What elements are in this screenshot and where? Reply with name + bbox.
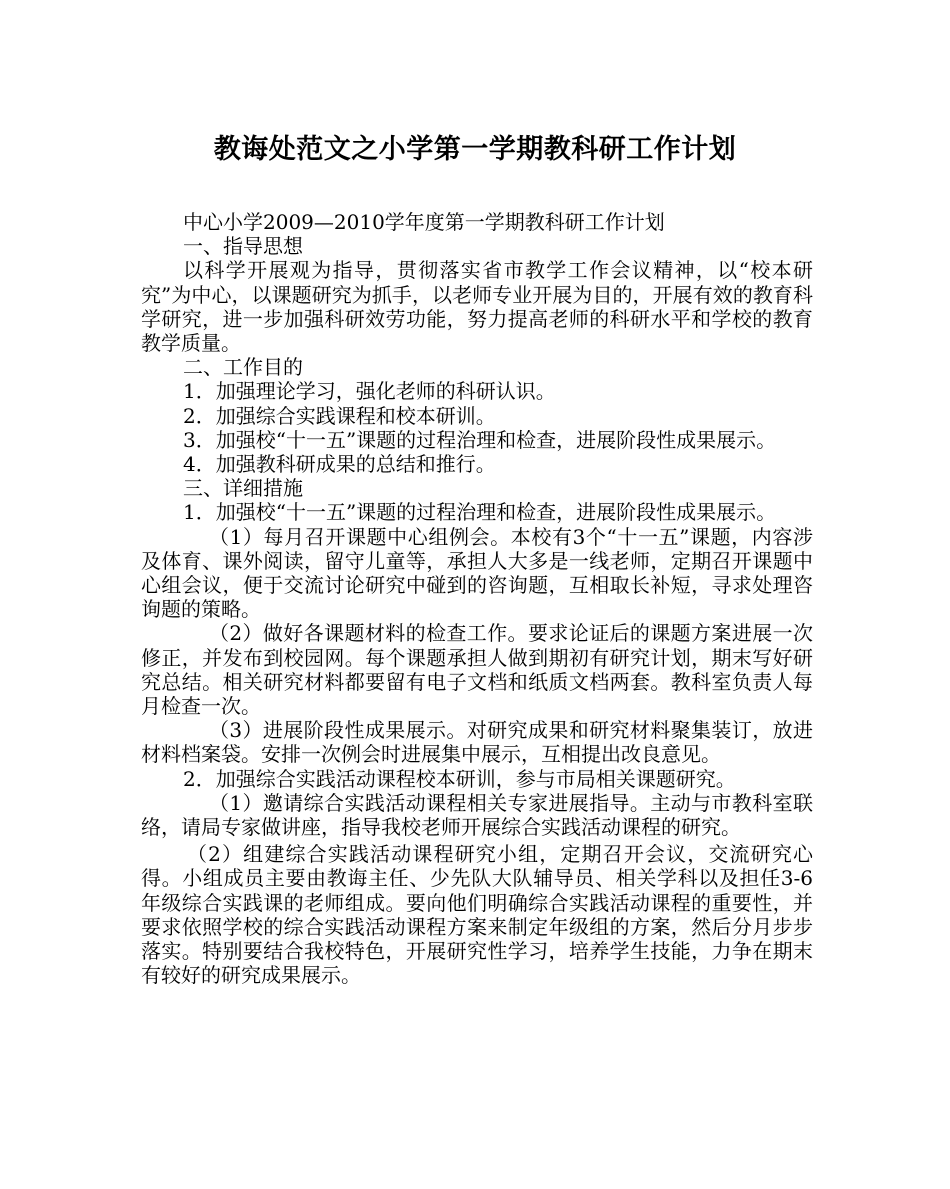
- measure-sub-item-1-3: （3）进展阶段性成果展示。对研究成果和研究材料聚集装订，放进材料档案袋。安排一次例会时进展集中展示，互相提出改良意见。: [141, 718, 813, 767]
- goal-item-4: 4．加强教科研成果的总结和推行。: [183, 452, 496, 477]
- section-heading-measures: 三、详细措施: [183, 476, 303, 501]
- goal-item-3: 3．加强校“十一五”课题的过程治理和检查，进展阶段性成果展示。: [183, 427, 777, 452]
- section-heading-work-goals: 二、工作目的: [183, 355, 303, 380]
- measure-item-2: 2．加强综合实践活动课程校本研训，参与市局相关课题研究。: [183, 766, 736, 791]
- paragraph-guiding-thought: 以科学开展观为指导，贯彻落实省市教学工作会议精神，以“校本研究”为中心，以课题研究为抓手，以老师专业开展为目的，开展有效的教育科学研究，进一步加强科研效劳功能，努力提高老师的科研水平和学校的教育教学质量。: [141, 258, 813, 356]
- measure-sub-item-2-1: （1）邀请综合实践活动课程相关专家进展指导。主动与市教科室联络，请局专家做讲座，指导我校老师开展综合实践活动课程的研究。: [141, 790, 813, 840]
- section-heading-guiding-thought: 一、指导思想: [183, 234, 303, 259]
- document-body: [141, 210, 813, 988]
- plan-heading: 中心小学2009—2010学年度第一学期教科研工作计划: [183, 210, 665, 234]
- document-title: 教诲处范文之小学第一学期教科研工作计划: [213, 134, 737, 165]
- measure-sub-item-1-2: （2）做好各课题材料的检查工作。要求论证后的课题方案进展一次修正，并发布到校园网。每个课题承担人做到期初有研究计划，期末写好研究总结。相关研究材料都要留有电子文档和纸质文档两套。教科室负责人每月检查一次。: [141, 621, 813, 719]
- measure-item-1: 1．加强校“十一五”课题的过程治理和检查，进展阶段性成果展示。: [183, 500, 777, 525]
- goal-item-1: 1．加强理论学习，强化老师的科研认识。: [183, 379, 556, 404]
- measure-sub-item-2-2: （2）组建综合实践活动课程研究小组，定期召开会议，交流研究心得。小组成员主要由教诲主任、少先队大队辅导员、相关学科以及担任3-6年级综合实践课的老师组成。要向他们明确综合实践活动课程的重要性，并要求依照学校的综合实践活动课程方案来制定年级组的方案，然后分月步步落实。特别要结合我校特色，开展研究性学习，培养学生技能，力争在期末有较好的研究成果展示。: [141, 842, 813, 988]
- measure-sub-item-1-1: （1）每月召开课题中心组例会。本校有3个“十一五”课题，内容涉及体育、课外阅读，留守儿童等，承担人大多是一线老师，定期召开课题中心组会议，便于交流讨论研究中碰到的咨询题，互相取长补短，寻求处理咨询题的策略。: [141, 524, 813, 622]
- goal-item-2: 2．加强综合实践课程和校本研训。: [183, 403, 496, 428]
